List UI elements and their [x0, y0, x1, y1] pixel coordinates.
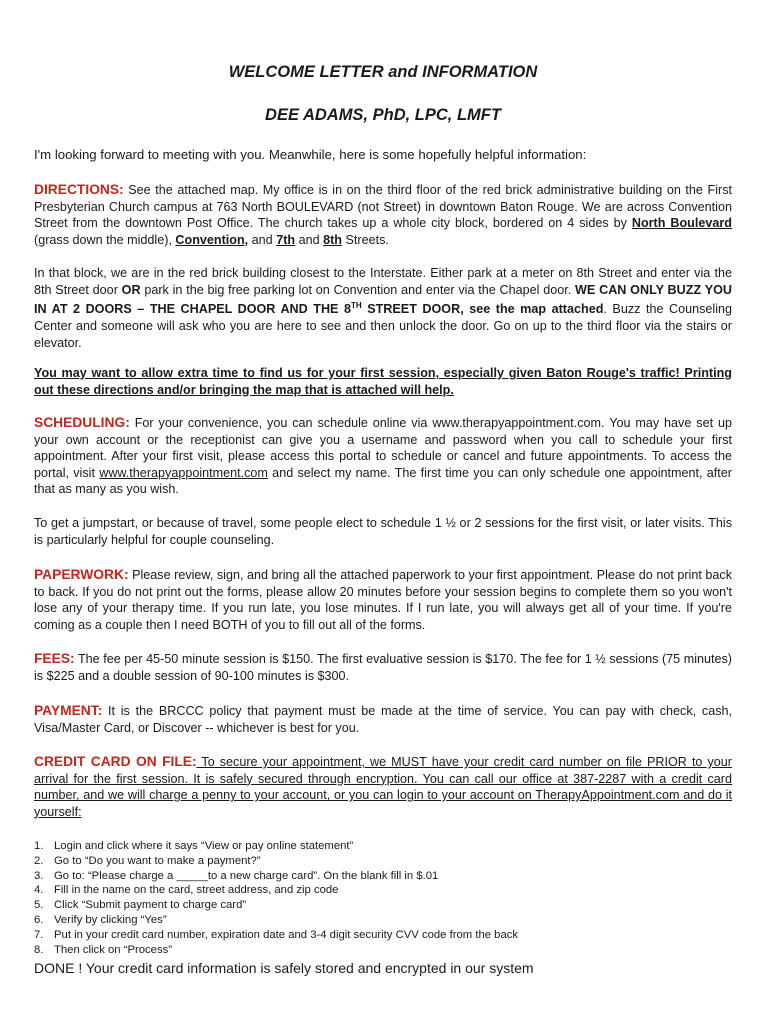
credit-card-heading: CREDIT CARD ON FILE: — [34, 754, 197, 769]
seventh-street: 7th — [276, 232, 296, 247]
payment-paragraph: PAYMENT: It is the BRCCC policy that payment must be made at the time of service. You can pay with check, cash, Visa/Master Card, or Discover -- whichever is best for you. — [34, 703, 732, 735]
jumpstart-paragraph: To get a jumpstart, or because of travel, some people elect to schedule 1 ½ or 2 sessions for the first visit, or later visits. This is particularly helpful for couple counseling. — [34, 516, 732, 547]
list-item: 6. Verify by clicking “Yes” — [34, 913, 167, 926]
convention-street: Convention, — [175, 232, 249, 247]
directions-parking-paragraph: In that block, we are in the red brick building closest to the Interstate. Either park at a meter on 8th Street and enter via the 8th Street door OR park in the big free parking lot on Convention and enter via the Chapel door. WE CAN ONLY BUZZ YOU IN AT 2 DOORS – THE CHAPEL DOOR AND THE 8TH STREET DOOR, see the map attached. Buzz the Counseling Center and someone will ask who you are here to see and then unlock the door. Go on up to the third floor via the stairs or elevator. — [34, 266, 733, 350]
scheduling-heading: SCHEDULING: — [34, 415, 130, 430]
scheduling-paragraph: SCHEDULING: For your convenience, you can schedule online via www.therapyappointment.com. You may have set up your own account or the receptionist can give you a username and password when you call to schedule your first appointment. After your first visit, please access this portal to schedule or cancel and future appointments. To access the portal, visit www.therapyappointment.com and select my name. The first time you can only schedule one appointment, after that as many as you wish. — [34, 415, 732, 497]
list-item: 5. Click “Submit payment to charge card” — [34, 899, 247, 912]
list-item: 3. Go to: “Please charge a _____to a new charge card”. On the blank fill in $.01 — [34, 869, 439, 882]
fees-heading: FEES: — [34, 651, 75, 666]
author-name: DEE ADAMS, PhD, LPC, LMFT — [265, 106, 501, 124]
directions-paragraph: DIRECTIONS: See the attached map. My office is in on the third floor of the red brick administrative building on the First Presbyterian Church campus at 763 North BOULEVARD (not Street) in downtown Baton Rouge. We are across Convention Street from the downtown Post Office. The church takes up a whole city block, bordered on 4 sides by North Boulevard (grass down the middle), Convention, and 7th and 8th Streets. — [34, 182, 732, 247]
list-item: 1. Login and click where it says “View or pay online statement” — [34, 840, 354, 852]
page-title: WELCOME LETTER and INFORMATION — [228, 63, 538, 81]
done-message: DONE ! Your credit card information is safely stored and encrypted in our system — [34, 960, 534, 976]
list-item: 4. Fill in the name on the card, street address, and zip code — [34, 884, 339, 897]
therapyappointment-link[interactable]: www.therapyappointment.com — [99, 465, 268, 480]
extra-time-notice: You may want to allow extra time to find us for your first session, especially given Baton Rouge's traffic! Printing out these directions and/or bringing the map that is attached will help. — [34, 366, 732, 397]
payment-heading: PAYMENT: — [34, 703, 103, 718]
intro-text: I'm looking forward to meeting with you. Meanwhile, here is some hopefully helpful information: — [34, 147, 587, 162]
credit-card-steps — [34, 839, 518, 957]
north-boulevard: North Boulevard — [631, 216, 732, 231]
directions-heading: DIRECTIONS: — [34, 182, 124, 197]
credit-card-paragraph: CREDIT CARD ON FILE: To secure your appointment, we MUST have your credit card number on file PRIOR to your arrival for the first session. It is safely secured through encryption. You can call our office at 387-2287 with a credit card number, and we will charge a penny to your account, or you can login to your account on TherapyAppointment.com and do it yourself: — [34, 754, 732, 819]
buzz-notice: WE CAN ONLY BUZZ YOU IN AT 2 DOORS – THE CHAPEL DOOR AND THE 8TH STREET DOOR, see the map attached — [34, 282, 732, 317]
eighth-street: 8th — [323, 232, 342, 247]
fees-paragraph: FEES: The fee per 45-50 minute session is $150. The first evaluative session is $170. The fee for 1 ½ sessions (75 minutes) is $225 and a double session of 90-100 minutes is $300. — [34, 651, 732, 683]
list-item: 8. Then click on “Process” — [34, 943, 173, 956]
list-item: 7. Put in your credit card number, expiration date and 3-4 digit security CVV code from the back — [34, 928, 519, 941]
paperwork-heading: PAPERWORK: — [34, 567, 129, 582]
paperwork-paragraph: PAPERWORK: Please review, sign, and bring all the attached paperwork to your first appointment. Please do not print back to back. If you do not print out the forms, please allow 20 minutes before your session begins to complete them so you won't lose any of your therapy time. If you run late, you lose minutes. If I run late, you will always get all of your time. If you're coming as a couple then I need BOTH of you to fill out all of the forms. — [34, 567, 732, 632]
list-item: 2. Go to “Do you want to make a payment?” — [34, 854, 261, 867]
